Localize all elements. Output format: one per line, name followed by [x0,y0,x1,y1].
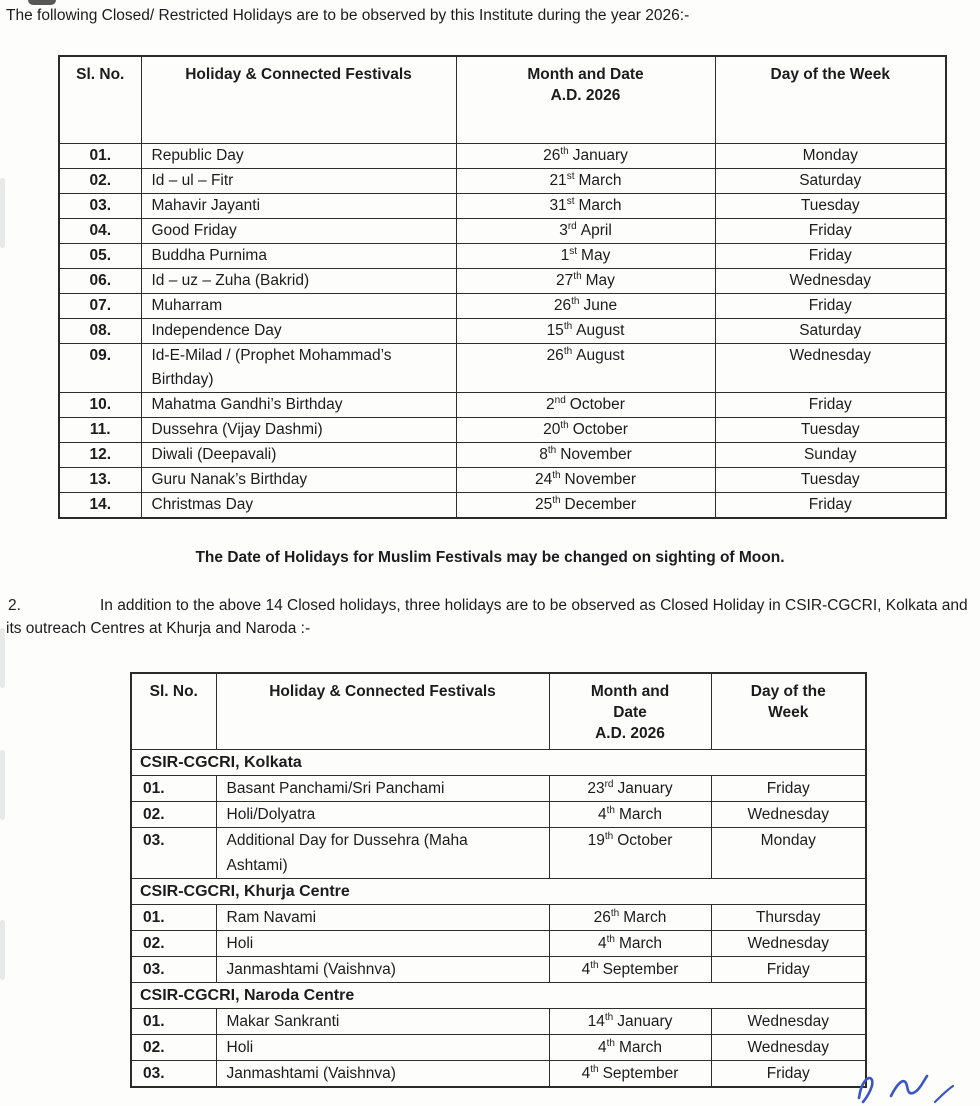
date-month: August [576,321,625,339]
date-month: September [602,960,679,978]
date-month: May [585,271,615,289]
date-month: September [602,1064,679,1082]
table2-header-day-line2: Week [768,704,809,721]
scan-artifact [0,628,5,688]
holiday-name-cell: Holi [216,1034,549,1060]
section-title: CSIR-CGCRI, Khurja Centre [131,878,866,904]
date-month: March [618,1038,663,1056]
date-day: 26 [593,908,611,926]
date-month: November [564,470,637,488]
date-day: 4 [581,1064,591,1082]
holiday-name-cell: Janmashtami (Vaishnva) [216,956,549,982]
holiday-row [131,775,866,801]
date-day: 31 [549,196,567,214]
date-ordinal: th [590,959,599,971]
date-cell [549,801,711,827]
date-ordinal: th [547,444,557,456]
table2-header-row [131,673,866,749]
date-ordinal: th [563,320,573,332]
date-day: 26 [553,296,572,314]
date-ordinal: st [569,245,578,257]
date-day: 2 [546,395,555,413]
holiday-row [131,930,866,956]
serial-cell: 14. [59,492,141,518]
holiday-row [59,417,946,442]
weekday-cell: Tuesday [715,193,946,218]
date-month: March [578,196,622,214]
serial-cell: 11. [59,417,141,442]
serial-cell: 02. [131,930,216,956]
holiday-row [59,293,946,318]
signature-stroke [891,1076,927,1096]
holiday-row [131,827,866,878]
holiday-row [59,492,946,518]
weekday-cell: Monday [715,143,946,168]
date-cell [549,956,711,982]
date-month: April [580,221,612,239]
date-day: 3 [559,221,568,239]
date-ordinal: th [604,1011,614,1023]
weekday-cell: Thursday [711,904,866,930]
date-ordinal: th [606,933,615,945]
section-title: CSIR-CGCRI, Kolkata [131,749,866,775]
date-cell [456,417,715,442]
date-ordinal: th [604,830,614,842]
table2-header-sl-no: Sl. No. [131,673,216,749]
date-day: 26 [546,346,564,364]
serial-cell: 03. [131,1060,216,1087]
holiday-row [59,218,946,243]
serial-cell: 01. [131,904,216,930]
holiday-name-cell: Good Friday [141,218,456,243]
weekday-cell: Saturday [715,168,946,193]
date-ordinal: rd [567,220,577,232]
serial-cell: 12. [59,442,141,467]
serial-cell: 02. [59,168,141,193]
serial-cell: 01. [59,143,141,168]
holiday-row [59,193,946,218]
table2-header-month-line3: A.D. 2026 [595,725,665,742]
date-ordinal: th [610,907,620,919]
date-ordinal: th [590,1063,599,1075]
additional-holidays-table [130,672,867,1088]
weekday-cell: Wednesday [711,1008,866,1034]
paragraph-2-number: 2. [8,597,21,614]
date-day: 4 [597,934,607,952]
holiday-name-cell: Additional Day for Dussehra (Maha Ashtami) [216,827,549,878]
scan-artifact [0,750,5,820]
weekday-cell: Wednesday [711,801,866,827]
date-cell [456,143,715,168]
holiday-name-cell: Mahatma Gandhi’s Birthday [141,392,456,417]
weekday-cell: Wednesday [711,1034,866,1060]
date-cell [549,1034,711,1060]
weekday-cell: Wednesday [715,268,946,293]
date-ordinal: th [606,1037,615,1049]
weekday-cell: Wednesday [711,930,866,956]
date-cell [456,193,715,218]
date-ordinal: st [566,195,575,207]
date-day: 20 [543,420,561,438]
signature-mark [845,1068,975,1106]
serial-cell: 06. [59,268,141,293]
holiday-row [59,343,946,392]
holiday-name-cell: Diwali (Deepavali) [141,442,456,467]
holiday-row [131,1034,866,1060]
date-day: 14 [587,1012,605,1030]
date-month: November [560,445,632,463]
weekday-cell: Friday [715,293,946,318]
date-day: 24 [534,470,553,488]
date-ordinal: rd [604,778,614,790]
holiday-name-cell: Ram Navami [216,904,549,930]
table2-header-day-line1: Day of the [750,683,826,700]
date-cell [549,1008,711,1034]
weekday-cell: Monday [711,827,866,878]
weekday-cell: Friday [715,392,946,417]
date-cell [456,392,715,417]
holiday-name-cell: Makar Sankranti [216,1008,549,1034]
holiday-row [59,243,946,268]
holiday-row [59,268,946,293]
serial-cell: 01. [131,775,216,801]
date-day: 21 [549,171,567,189]
table2-body [131,749,866,1087]
date-month: October [572,420,628,438]
holiday-name-cell: Janmashtami (Vaishnva) [216,1060,549,1087]
serial-cell: 05. [59,243,141,268]
date-cell [549,827,711,878]
moon-sighting-note: The Date of Holidays for Muslim Festivals may be changed on sighting of Moon. [195,549,785,566]
section-header-row [131,749,866,775]
serial-cell: 07. [59,293,141,318]
closed-holidays-table [58,55,947,519]
table1-header-holiday: Holiday & Connected Festivals [141,56,456,143]
date-ordinal: th [560,145,569,157]
date-day: 4 [597,1038,607,1056]
weekday-cell: Friday [711,1060,866,1087]
table2-header-month-line1: Month and [590,683,670,700]
date-day: 4 [581,960,591,978]
date-day: 8 [539,445,548,463]
date-cell [456,492,715,518]
date-month: June [583,296,618,314]
serial-cell: 02. [131,1034,216,1060]
holiday-name-cell: Dussehra (Vijay Dashmi) [141,417,456,442]
weekday-cell: Friday [715,243,946,268]
date-day: 15 [546,321,564,339]
date-month: March [623,908,667,926]
date-day: 27 [556,271,574,289]
date-cell [456,467,715,492]
date-month: March [578,171,622,189]
holiday-row [59,318,946,343]
holiday-name-cell: Independence Day [141,318,456,343]
date-cell [456,218,715,243]
holiday-name-cell: Id-E-Milad / (Prophet Mohammad’s Birthday) [141,343,456,392]
date-cell [456,293,715,318]
holiday-name-cell: Mahavir Jayanti [141,193,456,218]
date-month: January [572,146,628,164]
table1-header-row [59,56,946,143]
date-ordinal: th [552,494,561,506]
date-ordinal: th [560,419,569,431]
date-cell [456,343,715,392]
date-month: October [569,395,625,413]
weekday-cell: Wednesday [715,343,946,392]
date-ordinal: th [606,804,615,816]
holiday-row [131,956,866,982]
date-month: March [618,934,663,952]
date-day: 1 [560,246,570,264]
holiday-name-cell: Basant Panchami/Sri Panchami [216,775,549,801]
date-month: August [576,346,625,364]
holiday-name-cell: Christmas Day [141,492,456,518]
holiday-row [131,1060,866,1087]
date-ordinal: th [563,345,573,357]
date-day: 4 [597,805,607,823]
serial-cell: 09. [59,343,141,392]
table1-header-sl-no: Sl. No. [59,56,141,143]
date-cell [456,243,715,268]
holiday-name-cell: Buddha Purnima [141,243,456,268]
weekday-cell: Friday [715,218,946,243]
intro-paragraph: The following Closed/ Restricted Holidays are to be observed by this Institute during the year 2026:- [6,7,690,24]
date-month: January [617,779,673,797]
section-title: CSIR-CGCRI, Naroda Centre [131,982,866,1008]
table2-header-holiday: Holiday & Connected Festivals [216,673,549,749]
serial-cell: 10. [59,392,141,417]
serial-cell: 08. [59,318,141,343]
holiday-row [59,467,946,492]
date-ordinal: th [573,270,582,282]
date-cell [456,168,715,193]
holiday-row [131,1008,866,1034]
date-cell [549,1060,711,1087]
holiday-row [59,392,946,417]
holiday-row [131,801,866,827]
paragraph-2-text: In addition to the above 14 Closed holidays, three holidays are to be observed as Closed Holiday in CSIR-CGCRI, Kolkata and its outreach Centres at Khurja and Naroda :- [6,597,968,637]
holiday-name-cell: Guru Nanak’s Birthday [141,467,456,492]
date-day: 25 [534,495,553,513]
serial-cell: 13. [59,467,141,492]
date-cell [456,442,715,467]
date-day: 23 [587,779,605,797]
table1-body [59,143,946,518]
date-month: March [618,805,663,823]
weekday-cell: Friday [711,775,866,801]
weekday-cell: Friday [711,956,866,982]
date-month: December [564,495,637,513]
date-cell [549,904,711,930]
holiday-name-cell: Muharram [141,293,456,318]
holiday-row [59,442,946,467]
table1-header-month-line2: A.D. 2026 [550,87,621,104]
table2-header-day [711,673,866,749]
holiday-name-cell: Holi/Dolyatra [216,801,549,827]
holiday-name-cell: Id – ul – Fitr [141,168,456,193]
date-ordinal: nd [554,394,566,406]
signature-stroke [935,1086,953,1102]
serial-cell: 01. [131,1008,216,1034]
weekday-cell: Saturday [715,318,946,343]
section-header-row [131,982,866,1008]
scan-artifact [0,920,5,980]
date-month: May [581,246,611,264]
date-cell [549,775,711,801]
serial-cell: 04. [59,218,141,243]
date-ordinal: th [552,469,561,481]
weekday-cell: Tuesday [715,467,946,492]
date-ordinal: th [571,295,580,307]
weekday-cell: Sunday [715,442,946,467]
date-cell [456,268,715,293]
holiday-name-cell: Republic Day [141,143,456,168]
holiday-row [131,904,866,930]
table1-header-day: Day of the Week [715,56,946,143]
serial-cell: 03. [131,827,216,878]
paragraph-2 [6,594,976,640]
signature-stroke [859,1078,872,1102]
serial-cell: 02. [131,801,216,827]
section-header-row [131,878,866,904]
weekday-cell: Friday [715,492,946,518]
weekday-cell: Tuesday [715,417,946,442]
holiday-row [59,168,946,193]
scan-artifact [0,178,5,248]
date-ordinal: st [566,170,575,182]
table1-header-month-date [456,56,715,143]
holiday-row [59,143,946,168]
date-month: October [617,831,673,849]
holiday-name-cell: Id – uz – Zuha (Bakrid) [141,268,456,293]
table2-header-month-date [549,673,711,749]
date-month: January [617,1012,673,1030]
date-day: 26 [543,146,561,164]
date-cell [456,318,715,343]
table1-header-month-line1: Month and Date [527,66,644,83]
table2-header-month-line2: Date [613,704,647,721]
holiday-name-cell: Holi [216,930,549,956]
date-day: 19 [587,831,605,849]
serial-cell: 03. [59,193,141,218]
scan-artifact [28,0,56,5]
serial-cell: 03. [131,956,216,982]
date-cell [549,930,711,956]
